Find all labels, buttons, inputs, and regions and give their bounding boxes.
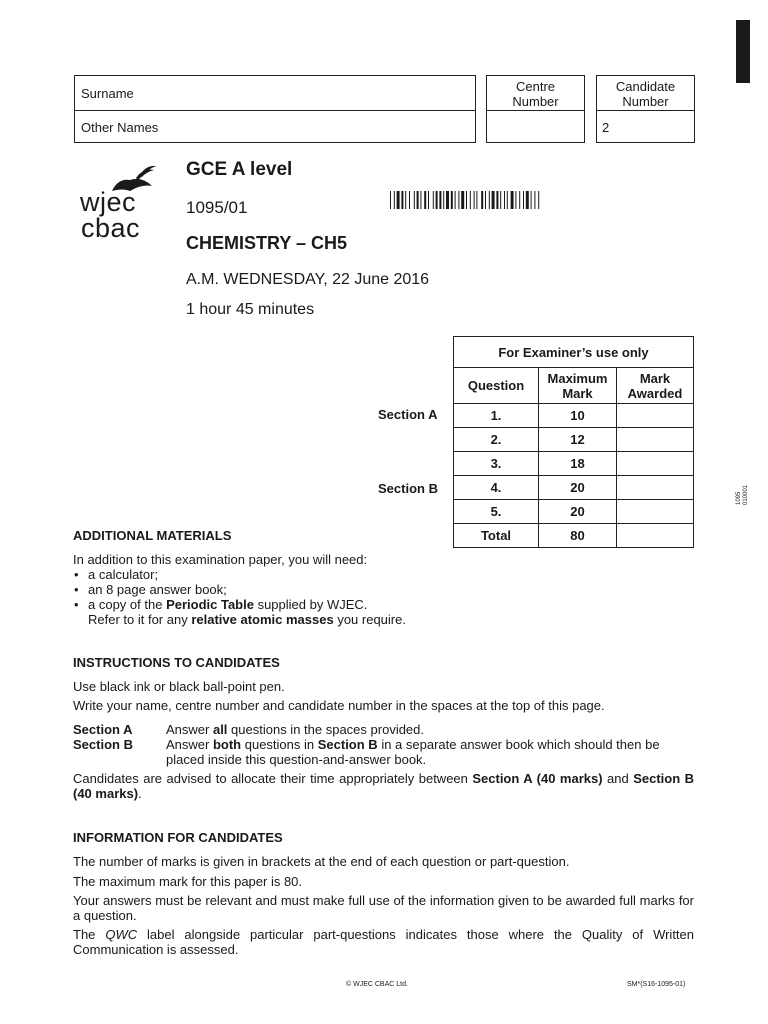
centre-number-field[interactable] xyxy=(486,110,585,143)
text: and xyxy=(602,771,634,786)
other-names-label: Other Names xyxy=(81,120,159,135)
row-question: 5. xyxy=(454,500,539,524)
barcode-bar xyxy=(455,191,456,209)
barcode-bar xyxy=(526,191,529,209)
barcode-bar xyxy=(496,191,498,209)
barcode-bar xyxy=(481,191,483,209)
col-max-mark xyxy=(539,368,617,404)
barcode-bar xyxy=(523,191,524,209)
row-awarded-cell[interactable] xyxy=(617,428,694,452)
col-question: Question xyxy=(454,368,539,404)
exam-level: GCE A level xyxy=(186,159,293,180)
barcode-bar xyxy=(538,191,539,209)
text: Answer xyxy=(166,737,213,752)
examiner-table xyxy=(453,336,694,548)
text: questions in the spaces provided. xyxy=(227,722,425,737)
barcode-bar xyxy=(466,191,467,209)
surname-field[interactable] xyxy=(74,75,476,111)
bullet-text: supplied by WJEC. xyxy=(253,597,368,612)
total-value: 80 xyxy=(539,524,617,548)
barcode-bar xyxy=(519,191,520,209)
instr-section-b-label: Section B xyxy=(73,737,133,752)
col-mark-awarded xyxy=(617,368,694,404)
text: all xyxy=(212,722,228,737)
side-code xyxy=(736,484,756,535)
information-line2: The maximum mark for this paper is 80. xyxy=(73,874,303,889)
exam-subject: CHEMISTRY – CH5 xyxy=(186,233,348,253)
additional-materials-heading: ADDITIONAL MATERIALS xyxy=(73,528,232,543)
barcode-bar xyxy=(470,191,471,209)
instructions-line2: Write your name, centre number and candidate number in the spaces at the top of this page. xyxy=(73,698,605,713)
barcode-bar xyxy=(417,191,419,209)
barcode xyxy=(390,191,610,211)
table-row xyxy=(454,428,694,452)
barcode-bar xyxy=(511,191,514,209)
barcode-bar xyxy=(451,191,453,209)
candidate-number-label-2: Number xyxy=(622,94,669,109)
barcode-bar xyxy=(436,191,438,209)
row-question: 1. xyxy=(454,404,539,428)
relative-atomic-masses-text: relative atomic masses xyxy=(191,612,334,627)
centre-number-header xyxy=(486,75,585,111)
row-max: 20 xyxy=(539,500,617,524)
barcode-bar xyxy=(420,191,421,209)
text: in a separate answer book which should then be placed inside this question-and-answer book. xyxy=(166,737,660,767)
instr-section-b-text xyxy=(166,737,690,767)
barcode-bar xyxy=(428,191,429,209)
table-row xyxy=(454,404,694,428)
list-item: • an 8 page answer book; xyxy=(74,582,227,597)
bullet-text: a copy of the xyxy=(88,597,167,612)
surname-label: Surname xyxy=(81,86,134,101)
logo-text-wjec: wjec xyxy=(80,187,137,217)
barcode-bar xyxy=(397,191,400,209)
barcode-bar xyxy=(394,191,395,209)
barcode-bar xyxy=(531,191,532,209)
text: Candidates are advised to allocate their time appropriately between xyxy=(73,771,473,786)
logo-text-cbac: cbac xyxy=(81,213,141,243)
information-line4 xyxy=(73,927,694,957)
instructions-line1: Use black ink or black ball-point pen. xyxy=(73,679,285,694)
periodic-table-text: Periodic Table xyxy=(166,597,254,612)
barcode-bar xyxy=(507,191,508,209)
row-max: 10 xyxy=(539,404,617,428)
information-line3: Your answers must be relevant and must make full use of the information given to be awarded full marks for a question. xyxy=(73,893,694,923)
text: Section B xyxy=(317,737,378,752)
row-max: 12 xyxy=(539,428,617,452)
list-item: • a copy of the Periodic Table supplied by WJEC. Refer to it for any relative atomic masses you require. xyxy=(74,597,406,627)
text: The xyxy=(73,927,106,942)
text: both xyxy=(212,737,242,752)
footer-copyright: © WJEC CBAC Ltd. xyxy=(346,981,408,988)
barcode-bar xyxy=(474,191,475,209)
barcode-bar xyxy=(401,191,403,209)
barcode-bar xyxy=(534,191,535,209)
text: Answer xyxy=(166,722,213,737)
total-row xyxy=(454,524,694,548)
barcode-bar xyxy=(458,191,459,209)
text: Section B (40 marks) xyxy=(73,771,694,801)
registration-mark xyxy=(736,20,750,83)
col-max-line2: Mark xyxy=(562,385,593,401)
candidate-number-header xyxy=(596,75,695,111)
row-awarded-cell[interactable] xyxy=(617,404,694,428)
barcode-bar xyxy=(443,191,444,209)
other-names-field[interactable] xyxy=(74,110,476,143)
exam-duration: 1 hour 45 minutes xyxy=(186,301,315,318)
bullet-text: a calculator; xyxy=(88,567,159,582)
row-awarded-cell[interactable] xyxy=(617,500,694,524)
text: label alongside particular part-questions indicates those where the Quality of Written Communication is assessed. xyxy=(73,927,695,957)
barcode-bar xyxy=(492,191,495,209)
barcode-bar xyxy=(405,191,406,209)
barcode-bar xyxy=(414,191,415,209)
wjec-logo xyxy=(80,164,160,244)
barcode-bar xyxy=(390,191,391,209)
barcode-bar xyxy=(461,191,464,209)
list-item: • a calculator; xyxy=(74,567,159,582)
centre-number-label-2: Number xyxy=(512,94,559,109)
barcode-bar xyxy=(476,191,477,209)
barcode-bar xyxy=(439,191,441,209)
barcode-bar xyxy=(409,191,410,209)
col-max-line1: Maximum xyxy=(547,370,608,386)
text: Section A (40 marks) xyxy=(472,771,603,786)
total-awarded-cell[interactable] xyxy=(617,524,694,548)
table-row xyxy=(454,452,694,476)
candidate-number-label-1: Candidate xyxy=(615,79,676,94)
row-awarded-cell[interactable] xyxy=(617,452,694,476)
barcode-bar xyxy=(515,191,516,209)
row-max: 20 xyxy=(539,476,617,500)
additional-materials-body xyxy=(73,552,693,627)
barcode-bar xyxy=(424,191,426,209)
bullet-text: an 8 page answer book; xyxy=(88,582,227,597)
total-label: Total xyxy=(454,524,539,548)
bullet-text: you require. xyxy=(333,612,406,627)
section-b-label: Section B xyxy=(378,481,438,496)
bullet-text: Refer to it for any xyxy=(88,612,192,627)
barcode-bar xyxy=(489,191,490,209)
instr-section-a-label: Section A xyxy=(73,722,133,737)
barcode-bar xyxy=(504,191,505,209)
text: questions in xyxy=(241,737,318,752)
qwc-text: QWC xyxy=(105,927,138,942)
row-question: 2. xyxy=(454,428,539,452)
table-row xyxy=(454,476,694,500)
exam-code: 1095/01 xyxy=(186,198,248,217)
col-awarded-line2: Awarded xyxy=(627,385,683,401)
barcode-bar xyxy=(500,191,501,209)
section-a-label: Section A xyxy=(378,407,438,422)
exam-date: A.M. WEDNESDAY, 22 June 2016 xyxy=(186,271,430,288)
barcode-bar xyxy=(433,191,434,209)
centre-number-label-1: Centre xyxy=(515,79,556,94)
text: . xyxy=(138,786,142,801)
row-question: 4. xyxy=(454,476,539,500)
row-question: 3. xyxy=(454,452,539,476)
col-awarded-line1: Mark xyxy=(639,370,671,386)
barcode-bar xyxy=(485,191,486,209)
examiner-table-title: For Examiner’s use only xyxy=(454,337,694,368)
candidate-number-field[interactable] xyxy=(596,110,695,143)
row-max: 18 xyxy=(539,452,617,476)
side-code-line2: 010001 xyxy=(743,484,749,505)
row-awarded-cell[interactable] xyxy=(617,476,694,500)
information-heading: INFORMATION FOR CANDIDATES xyxy=(73,830,283,845)
side-code-line1: 1095 xyxy=(736,491,742,505)
table-row xyxy=(454,500,694,524)
instr-section-a-text xyxy=(166,722,694,737)
information-line1: The number of marks is given in brackets at the end of each question or part-question. xyxy=(73,854,570,869)
barcode-bar xyxy=(446,191,449,209)
footer-ref: SM*(S16-1095-01) xyxy=(627,981,686,988)
instructions-heading: INSTRUCTIONS TO CANDIDATES xyxy=(73,655,280,670)
additional-intro: In addition to this examination paper, you will need: xyxy=(73,552,368,567)
instructions-advice xyxy=(73,771,694,801)
candidate-number-value: 2 xyxy=(602,120,610,135)
